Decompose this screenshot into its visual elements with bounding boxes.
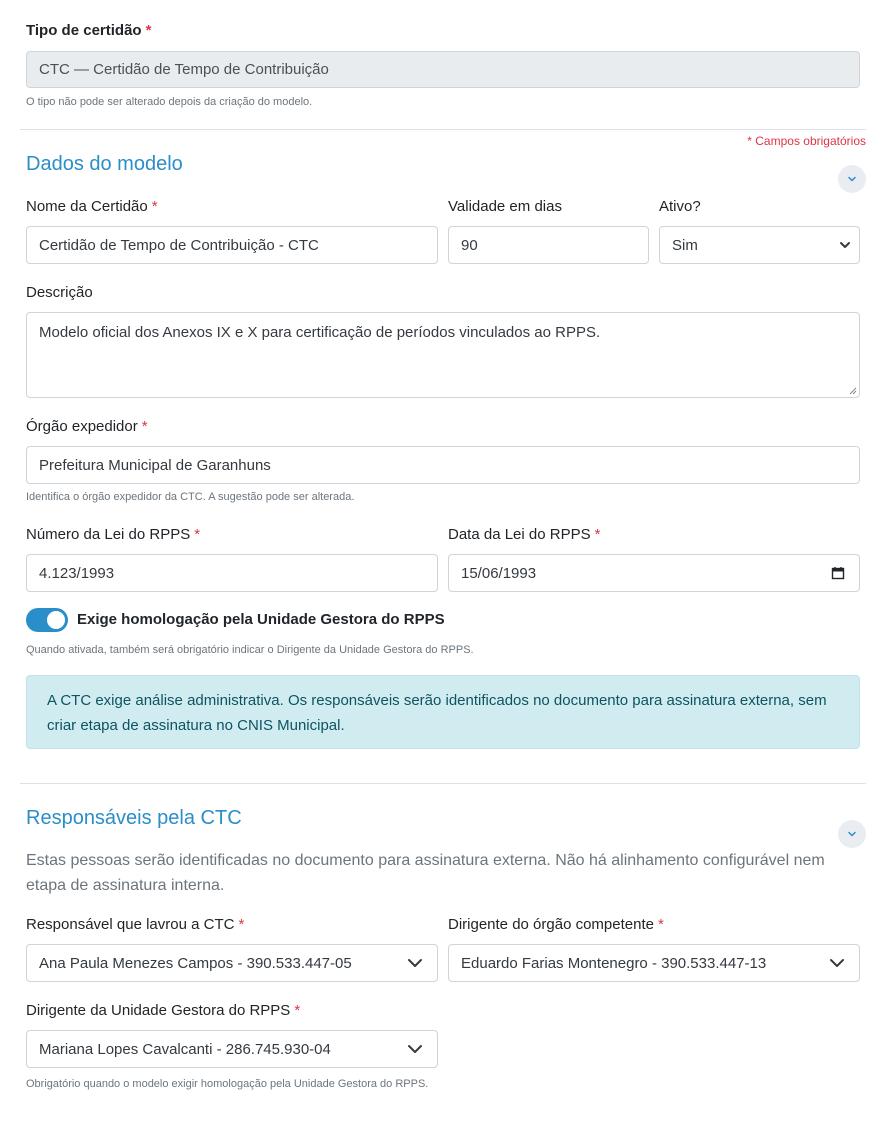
dirigente-rpps-select[interactable]: Mariana Lopes Cavalcanti - 286.745.930-04 — [26, 1030, 438, 1068]
homologacao-toggle[interactable] — [26, 608, 68, 632]
homologacao-label: Exige homologação pela Unidade Gestora do RPPS — [77, 611, 445, 628]
required-marker: * — [145, 22, 152, 39]
chevron-down-icon — [847, 829, 857, 839]
divider — [20, 783, 866, 784]
section-title-responsaveis: Responsáveis pela CTC — [26, 807, 242, 829]
ativo-label: Ativo? — [659, 198, 701, 215]
orgao-label: Órgão expedidor * — [26, 418, 148, 435]
validade-label: Validade em dias — [448, 198, 562, 215]
descricao-textarea[interactable]: Modelo oficial dos Anexos IX e X para certificação de períodos vinculados ao RPPS. — [26, 312, 860, 398]
orgao-help: Identifica o órgão expedidor da CTC. A sugestão pode ser alterada. — [26, 491, 355, 503]
lavrou-select[interactable]: Ana Paula Menezes Campos - 390.533.447-05 — [26, 944, 438, 982]
required-marker: * — [657, 916, 664, 933]
chevron-down-icon — [407, 958, 423, 968]
orgao-input[interactable]: Prefeitura Municipal de Garanhuns — [26, 446, 860, 484]
responsaveis-intro: Estas pessoas serão identificadas no documento para assinatura externa. Não há alinhamento configurável nem etapa de assinatura interna. — [26, 852, 825, 894]
required-marker: * — [294, 1002, 301, 1019]
tipo-help: O tipo não pode ser alterado depois da criação do modelo. — [26, 96, 313, 108]
validade-input[interactable]: 90 — [448, 226, 649, 264]
data-lei-input[interactable]: 15/06/1993 — [448, 554, 860, 592]
nome-input[interactable]: Certidão de Tempo de Contribuição - CTC — [26, 226, 438, 264]
lavrou-label: Responsável que lavrou a CTC * — [26, 916, 245, 933]
section-title-dados: Dados do modelo — [26, 153, 183, 175]
required-note: * Campos obrigatórios — [747, 134, 866, 148]
required-marker: * — [594, 526, 601, 543]
info-alert: A CTC exige análise administrativa. Os responsáveis serão identificados no documento para assinatura externa, sem criar etapa de assinatura no CNIS Municipal. — [26, 675, 860, 749]
ativo-select[interactable]: Sim — [659, 226, 860, 264]
chevron-down-icon — [847, 174, 857, 184]
calendar-icon[interactable] — [831, 566, 845, 580]
nome-label: Nome da Certidão * — [26, 198, 158, 215]
tipo-label: Tipo de certidão * — [26, 22, 152, 39]
divider — [20, 129, 866, 130]
dirigente-orgao-select[interactable]: Eduardo Farias Montenegro - 390.533.447-13 — [448, 944, 860, 982]
chevron-down-icon — [407, 1044, 423, 1054]
dirigente-orgao-label: Dirigente do órgão competente * — [448, 916, 664, 933]
descricao-label: Descrição — [26, 284, 93, 301]
chevron-down-icon — [829, 958, 845, 968]
toggle-knob — [47, 611, 65, 629]
required-marker: * — [238, 916, 245, 933]
dirigente-rpps-label: Dirigente da Unidade Gestora do RPPS * — [26, 1002, 301, 1019]
collapse-responsaveis-button[interactable] — [838, 820, 866, 848]
required-marker: * — [151, 198, 158, 215]
data-lei-label: Data da Lei do RPPS * — [448, 526, 601, 543]
dirigente-rpps-help: Obrigatório quando o modelo exigir homologação pela Unidade Gestora do RPPS. — [26, 1078, 429, 1090]
required-marker: * — [141, 418, 148, 435]
collapse-dados-button[interactable] — [838, 165, 866, 193]
resize-handle-icon[interactable] — [849, 387, 857, 395]
homologacao-help: Quando ativada, também será obrigatório indicar o Dirigente da Unidade Gestora do RPPS. — [26, 644, 474, 656]
chevron-down-icon — [839, 239, 851, 251]
numero-lei-input[interactable]: 4.123/1993 — [26, 554, 438, 592]
tipo-field: CTC — Certidão de Tempo de Contribuição — [26, 51, 860, 88]
required-marker: * — [194, 526, 201, 543]
numero-lei-label: Número da Lei do RPPS * — [26, 526, 201, 543]
